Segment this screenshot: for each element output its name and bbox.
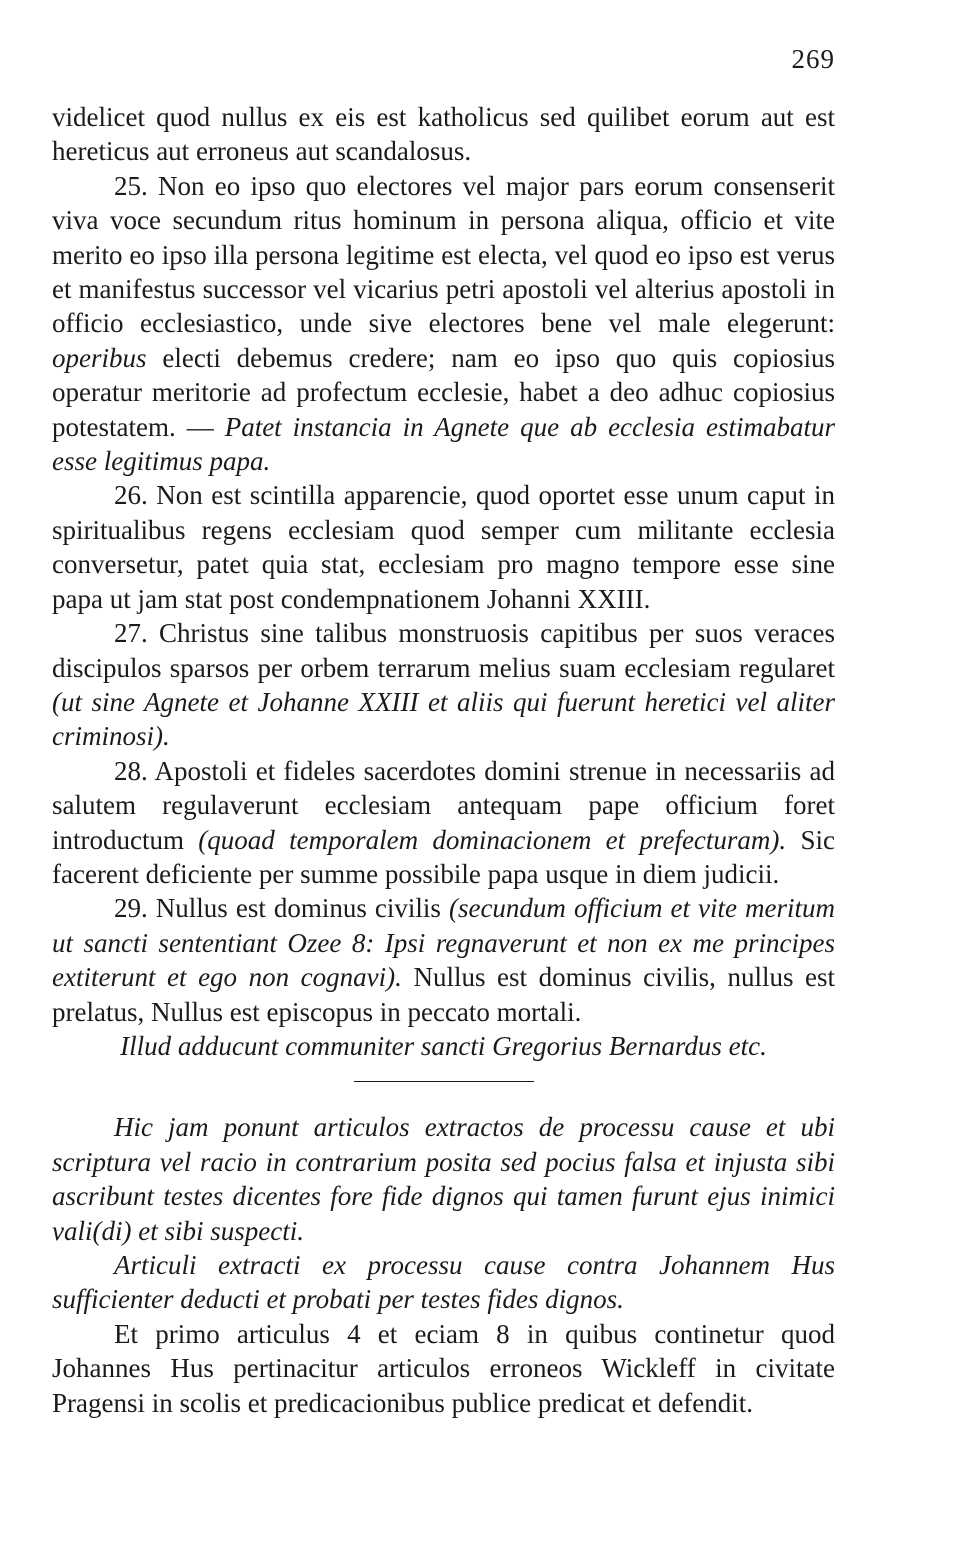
paragraph-29-text-2: Nullus est dominus civilis, nullus est prelatus, Nullus est episcopus in peccato mortali. [52, 962, 836, 1027]
section-divider-rule [354, 1081, 534, 1082]
paragraph-26 [52, 478, 835, 616]
paragraph-intro [52, 100, 835, 169]
paragraph-29-closing [52, 1029, 835, 1063]
paragraph-29-text: Nullus est dominus civilis [155, 893, 441, 924]
paragraph-29 [52, 891, 835, 1029]
paragraph-articuli-heading [52, 1248, 835, 1317]
paragraph-28-number: 28. [114, 755, 148, 786]
paragraph-intro-text: videlicet quod nullus ex eis est katholicus sed quilibet eorum aut est hereticus aut erroneus aut scandalosus. [52, 102, 835, 167]
paragraph-27 [52, 616, 835, 754]
paragraph-articuli-italic: Articuli extracti ex processu cause contra Johannem Hus sufficienter deducti et probati per testes fides dignos. [52, 1250, 835, 1315]
paragraph-28-italic: (quoad temporalem dominacionem et prefecturam). [198, 824, 787, 855]
paragraph-hic [52, 1110, 835, 1248]
paragraph-29-italic-illud: Illud adducunt communiter sancti Gregorius Bernardus etc. [120, 1030, 767, 1061]
paragraph-28-text: Apostoli et fideles sacerdotes domini strenue in necessariis ad salutem regulaverunt ecclesiam antequam pape officium foret introductum [52, 755, 835, 855]
page-number: 269 [791, 44, 835, 74]
paragraph-29-italic: (secundum officium et vite meritum ut sancti sententiant Ozee 8: Ipsi regnaverunt et non ex me principes extiterunt et ego non cognavi). [52, 893, 836, 993]
paragraph-29-number: 29. [114, 893, 148, 924]
paragraph-27-italic: (ut sine Agnete et Johanne XXIII et aliis qui fuerunt heretici vel aliter criminosi). [52, 686, 835, 752]
paragraph-hic-italic: Hic jam ponunt articulos extractos de processu cause et ubi scriptura vel racio in contrarium posita sed pocius falsa et injusta sibi ascribunt testes dicentes fore fide dignos qui tamen furunt ejus inimici vali(di) et sibi suspecti. [52, 1112, 835, 1246]
paragraph-25-text-2: electi debemus credere; nam eo ipso quo quis copiosius operatur meritorie ad profectum ecclesie, habet a deo adhuc copiosius potestatem. — [52, 342, 836, 442]
paragraph-25-italic-operibus: operibus [52, 342, 147, 373]
paragraph-27-number: 27. [114, 618, 148, 649]
paragraph-primo-text: Et primo articulus 4 et eciam 8 in quibus continetur quod Johannes Hus pertinacitur articulos erroneos Wickleff in civitate Pragensi in scolis et predicacionibus publice predicat et defendit. [52, 1318, 835, 1418]
paragraph-28-text-2: Sic facerent deficiente per summe possibile papa usque in diem judicii. [52, 824, 835, 889]
paragraph-26-text: Non est scintilla apparencie, quod oportet esse unum caput in spiritualibus regens ecclesiam quod semper cum militante ecclesia conversetur, patet quia stat, ecclesiam pro magno tempore esse sine papa ut jam stat post condempnationem Johanni XXIII. [52, 480, 836, 614]
paragraph-26-number: 26. [114, 480, 148, 511]
paragraph-25-text: Non eo ipso quo electores vel major pars eorum consenserit viva voce secundum ritus hominum in persona aliqua, officio et vite merito eo ipso illa persona legitime est electa, vel quod eo ipso est verus et manifestus successor vel vicarius petri apostoli vel alterius apostoli in officio ecclesiastico, unde sive electores bene vel male elegerunt: [52, 170, 836, 339]
paragraph-25 [52, 169, 835, 479]
paragraph-25-number: 25. [114, 170, 148, 201]
paragraph-25-italic-patet: Patet instancia in Agnete que ab ecclesia estimabatur esse legitimus papa. [52, 411, 835, 477]
paragraph-primo [52, 1317, 835, 1420]
body-text [52, 100, 835, 1420]
paragraph-27-text: Christus sine talibus monstruosis capitibus per suos veraces discipulos sparsos per orbem terrarum melius suam ecclesiam regularet [52, 618, 835, 683]
paragraph-28 [52, 754, 835, 892]
